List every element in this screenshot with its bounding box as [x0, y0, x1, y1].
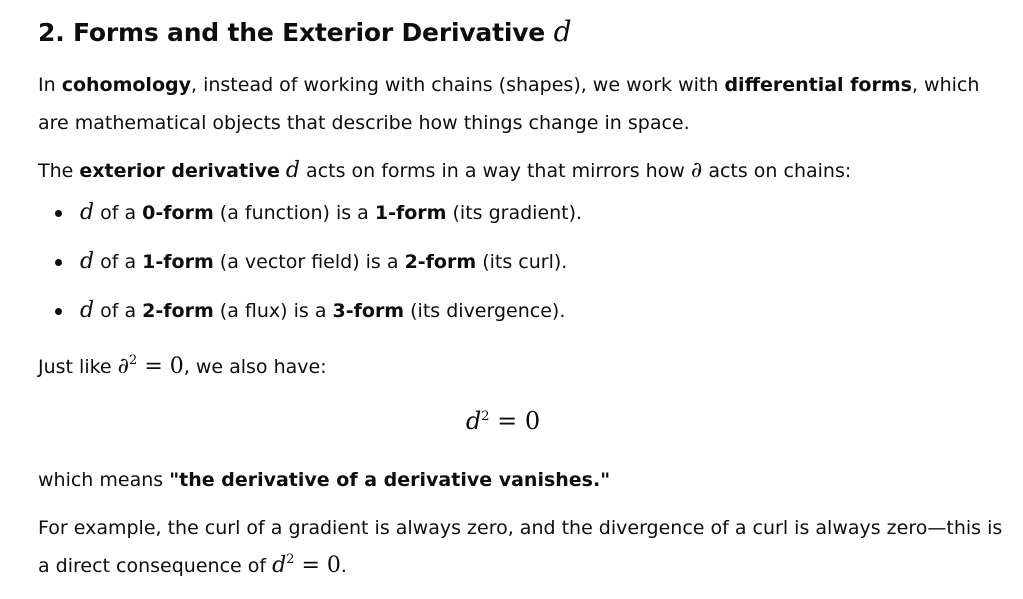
- form-degree: 1-form: [374, 202, 447, 224]
- list-item-text: (a flux) is a: [213, 300, 333, 322]
- math-exponent: 2: [481, 409, 490, 424]
- math-d: d: [285, 158, 301, 183]
- math-d-squared: [272, 553, 341, 578]
- form-degree: 2-form: [142, 300, 214, 322]
- list-item-text: of a: [94, 202, 143, 224]
- form-degree: 0-form: [142, 202, 214, 224]
- intro-text-2: , instead of working with chains (shapes), we work with: [191, 74, 725, 96]
- example-paragraph: [38, 509, 1008, 585]
- means-paragraph: [38, 461, 1008, 499]
- math-d: d: [80, 200, 95, 225]
- intro-paragraph: [38, 66, 1008, 142]
- intro-text-3: , which are mathematical objects that describe how things change in space.: [38, 74, 980, 134]
- math-partial: ∂: [690, 158, 703, 183]
- example-period: .: [340, 555, 347, 577]
- exterior-text-2: acts on forms in a way that mirrors how: [300, 160, 691, 182]
- term-differential-forms: differential forms: [724, 74, 912, 96]
- just-like-paragraph: [38, 348, 1008, 386]
- exterior-text-3: acts on chains:: [702, 160, 852, 182]
- math-partial-squared: [118, 354, 184, 379]
- forms-list: [38, 194, 1008, 330]
- term-cohomology: cohomology: [61, 74, 191, 96]
- section-number: 2.: [38, 18, 65, 47]
- form-degree: 2-form: [404, 251, 477, 273]
- math-base: d: [465, 407, 482, 435]
- intro-text-1: In: [38, 74, 62, 96]
- math-d: d: [80, 249, 95, 274]
- form-degree: 3-form: [332, 300, 405, 322]
- heading-math-d: d: [553, 15, 572, 48]
- means-text: which means: [38, 469, 170, 491]
- list-item-text: of a: [94, 300, 143, 322]
- list-item-text: of a: [94, 251, 143, 273]
- math-equals-zero: = 0: [137, 354, 184, 379]
- list-item-text: (a vector field) is a: [213, 251, 405, 273]
- display-equation: [38, 402, 1008, 440]
- just-like-text: Just like: [38, 356, 118, 378]
- example-text: For example, the curl of a gradient is always zero, and the divergence of a curl is always zero—this is a direct consequence of: [38, 517, 1003, 577]
- math-base: d: [272, 553, 287, 578]
- list-item-text: (its divergence).: [404, 300, 566, 322]
- form-degree: 1-form: [142, 251, 214, 273]
- exterior-paragraph: [38, 152, 1008, 190]
- math-d: d: [80, 298, 95, 323]
- means-quote: "the derivative of a derivative vanishes.": [169, 469, 611, 491]
- section-heading: [38, 14, 1008, 51]
- list-item: [38, 292, 1008, 330]
- list-item: [38, 243, 1008, 281]
- list-item-text: (its gradient).: [446, 202, 583, 224]
- math-equals-zero: = 0: [294, 553, 341, 578]
- exterior-text-1: The: [38, 160, 80, 182]
- math-equals-zero: = 0: [489, 407, 541, 435]
- section-title: Forms and the Exterior Derivative: [73, 18, 546, 47]
- math-exponent: 2: [286, 552, 295, 567]
- math-exponent: 2: [129, 353, 138, 368]
- just-like-text-2: , we also have:: [183, 356, 327, 378]
- list-item: [38, 194, 1008, 232]
- math-base: ∂: [117, 354, 130, 379]
- term-exterior-derivative: exterior derivative: [79, 160, 280, 182]
- list-item-text: (its curl).: [476, 251, 568, 273]
- list-item-text: (a function) is a: [213, 202, 375, 224]
